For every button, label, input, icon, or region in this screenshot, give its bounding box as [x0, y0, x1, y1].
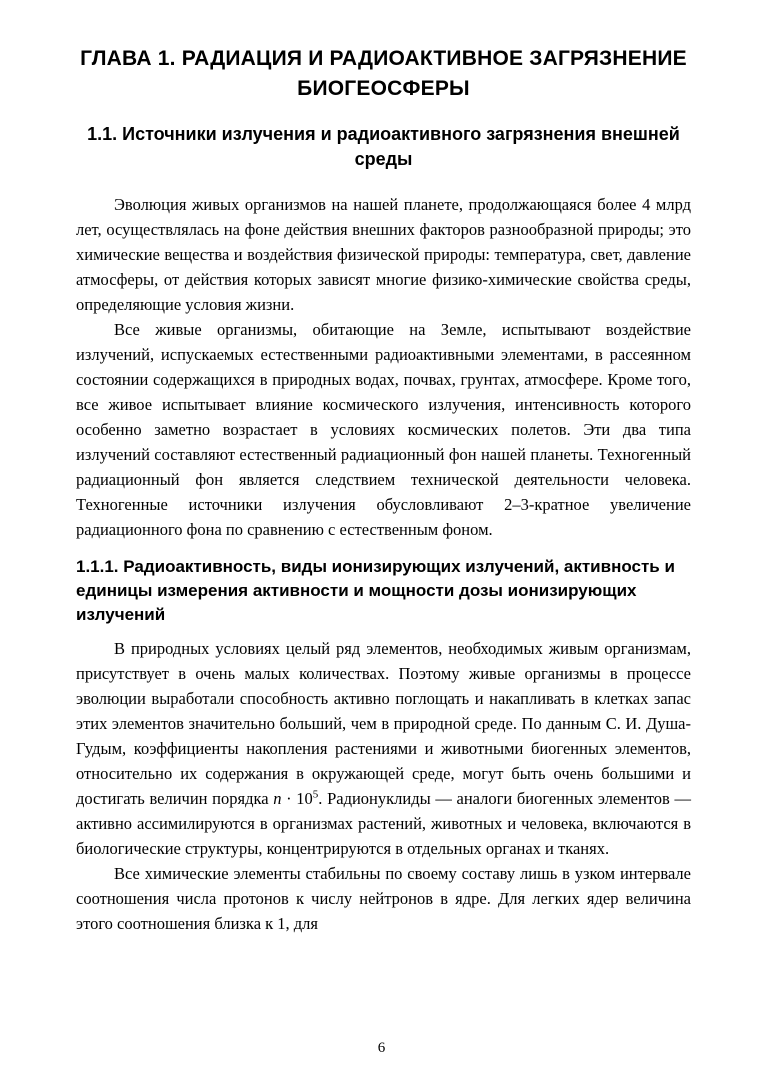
subsection-title: 1.1.1. Радиоактивность, виды ионизирующих излучений, активность и единицы измерения активности и мощности дозы ионизирующих излучений [76, 557, 675, 624]
section-title: 1.1. Источники излучения и радиоактивного загрязнения внешней среды [87, 124, 680, 169]
paragraph-text: В природных условиях целый ряд элементов, необходимых живым организмам, присутствует в очень малых количествах. Поэтому живые организмы в процессе эволюции выработали способность активно поглощать и накапливать в клетках запас этих элементов значительно больший, чем в природной среде. По данным С. И. Душа-Гудым, коэффициенты накопления растениями и животными биогенных элементов, относительно их содержания в окружающей среде, могут быть очень большими и достигать величин порядка [76, 639, 691, 808]
page-number: 6 [377, 1040, 386, 1056]
paragraph-text: · 10 [281, 789, 313, 808]
paragraph-stability: Все химические элементы стабильны по своему составу лишь в узком интервале соотношения числа протонов к числу нейтронов в ядре. Для легких ядер величина этого соотношения близка к 1, для [76, 864, 691, 933]
formula-variable: n [273, 789, 282, 808]
paragraph-evolution: Эволюция живых организмов на нашей планете, продолжающаяся более 4 млрд лет, осуществлялась на фоне действия внешних факторов разнообразной природы; это химические вещества и воздействия физической природы: температура, свет, давление атмосферы, от действия которых зависят многие физико-химические свойства среды, определяющие условия жизни. [76, 195, 691, 314]
paragraph-text: . Радионуклиды — аналоги биогенных элементов — активно ассимилируются в организмах растений, животных и человека, включаются в биологические структуры, концентрируются в отдельных органах и тканях. [76, 789, 691, 858]
formula-exponent: 5 [312, 788, 319, 801]
chapter-title: ГЛАВА 1. РАДИАЦИЯ И РАДИОАКТИВНОЕ ЗАГРЯЗНЕНИЕ БИОГЕОСФЕРЫ [80, 47, 687, 100]
paragraph-natural-background: Все живые организмы, обитающие на Земле, испытывают воздействие излучений, испускаемых естественными радиоактивными элементами, в рассеянном состоянии содержащихся в природных водах, почвах, грунтах, атмосфере. Кроме того, все живое испытывает влияние космического излучения, интенсивность которого особенно заметно возрастает в условиях космических полетов. Эти два типа излучений составляют естественный радиационный фон нашей планеты. Техногенный радиационный фон является следствием технической деятельности человека. Техногенные источники излучения обусловливают 2–3-кратное увеличение радиационного фона по сравнению с естественным фоном. [76, 320, 691, 539]
paragraph-accumulation [76, 636, 691, 861]
